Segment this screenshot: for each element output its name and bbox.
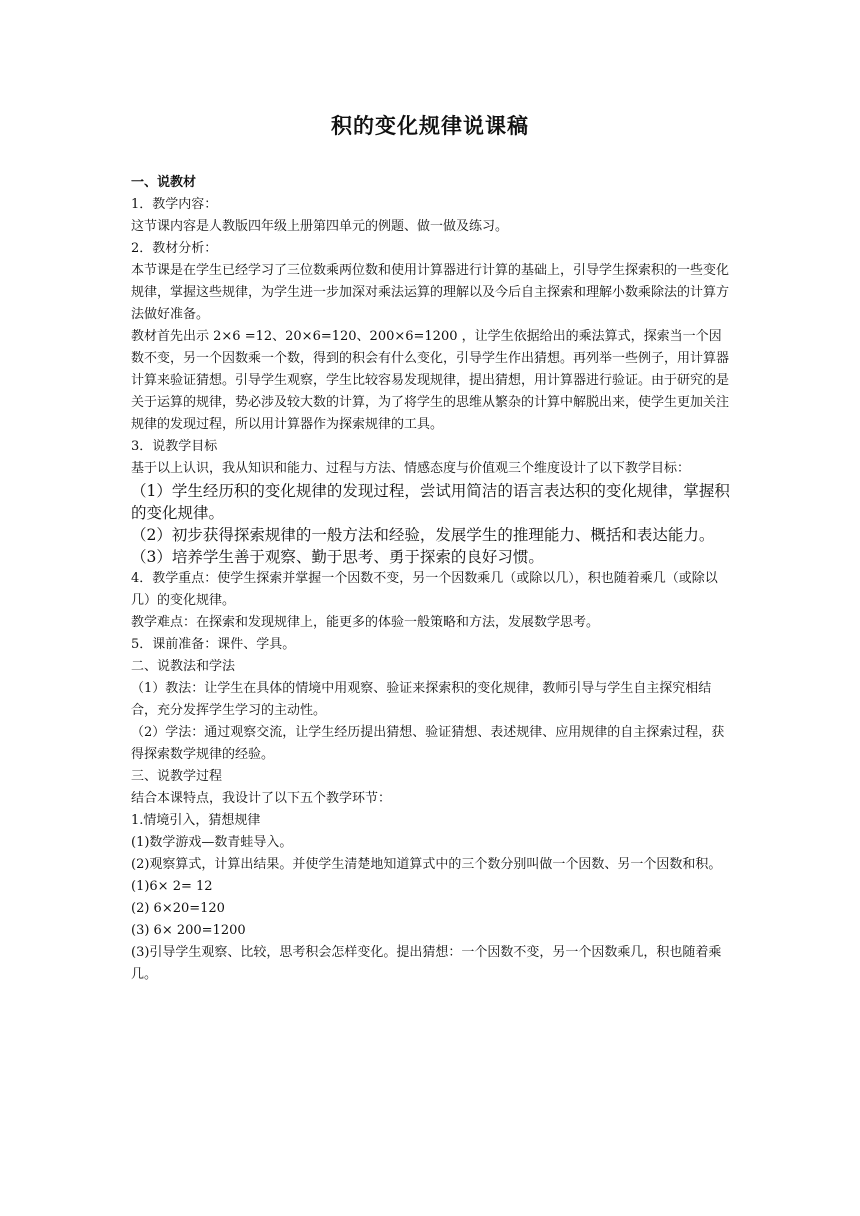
- paragraph: 结合本课特点，我设计了以下五个教学环节：: [131, 791, 392, 806]
- paragraph: (2)观察算式，计算出结果。并使学生清楚地知道算式中的三个数分别叫做一个因数、另一个因数和积。: [131, 857, 722, 872]
- equation-line: (3) 6× 200=1200: [131, 923, 246, 938]
- paragraph: （1）教法：让学生在具体的情境中用观察、验证来探索积的变化规律，教师引导与学生自主探究相结合，充分发挥学生学习的主动性。: [131, 681, 712, 718]
- paragraph: 教学难点：在探索和发现规律上，能更多的体验一般策略和方法，发展数学思考。: [131, 615, 600, 630]
- paragraph: 教材首先出示 2×6 =12、20×6=120、200×6=1200 ，让学生依据给出的乘法算式，探索当一个因数不变，另一个因数乘一个数，得到的积会有什么变化，引导学生作出猜想。再列举一些例子，用计算器计算来验证猜想。引导学生观察，学生比较容易发现规律，提出猜想，用计算器进行验证。由于研究的是关于运算的规律，势必涉及较大数的计算，为了将学生的思维从繁杂的计算中解脱出来，使学生更加关注规律的发现过程，所以用计算器作为探索规律的工具。: [131, 329, 730, 432]
- paragraph: 1．教学内容：: [131, 197, 218, 212]
- paragraph: 这节课内容是人教版四年级上册第四单元的例题、做一做及练习。: [131, 219, 509, 234]
- paragraph: 基于以上认识，我从知识和能力、过程与方法、情感态度与价值观三个维度设计了以下教学目标：: [131, 461, 691, 476]
- paragraph: 1.情境引入，猜想规律: [131, 813, 261, 828]
- section-heading: 一、说教材: [131, 175, 197, 190]
- section-heading: 三、说教学过程: [131, 769, 223, 784]
- goal-item: （3）培养学生善于观察、勤于思考、勇于探索的良好习惯。: [131, 548, 544, 566]
- document-title: 积的变化规律说课稿: [331, 114, 529, 138]
- equation-line: (1)6× 2= 12: [131, 879, 213, 894]
- paragraph: 2．教材分析：: [131, 241, 218, 256]
- paragraph: 4．教学重点：使学生探索并掌握一个因数不变，另一个因数乘几（或除以几），积也随着乘几（或除以几）的变化规律。: [131, 571, 718, 608]
- goal-item: （2）初步获得探索规律的一般方法和经验，发展学生的推理能力、概括和表达能力。: [131, 526, 715, 544]
- goal-item: （1）学生经历积的变化规律的发现过程，尝试用简洁的语言表达积的变化规律，掌握积的变化规律。: [131, 482, 730, 522]
- paragraph: (3)引导学生观察、比较，思考积会怎样变化。提出猜想：一个因数不变，另一个因数乘几，积也随着乘几。: [131, 945, 722, 982]
- paragraph: (1)数学游戏—数青蛙导入。: [131, 835, 293, 850]
- paragraph: 5．课前准备：课件、学具。: [131, 637, 296, 652]
- paragraph: （2）学法：通过观察交流，让学生经历提出猜想、验证猜想、表述规律、应用规律的自主探索过程，获得探索数学规律的经验。: [131, 725, 725, 762]
- section-heading: 二、说教法和学法: [131, 659, 236, 674]
- equation-line: (2) 6×20=120: [131, 901, 225, 916]
- paragraph: 本节课是在学生已经学习了三位数乘两位数和使用计算器进行计算的基础上，引导学生探索积的一些变化规律，掌握这些规律，为学生进一步加深对乘法运算的理解以及今后自主探索和理解小数乘除法的计算方法做好准备。: [131, 263, 730, 322]
- paragraph: 3．说教学目标: [131, 439, 218, 454]
- document-body: [131, 172, 731, 986]
